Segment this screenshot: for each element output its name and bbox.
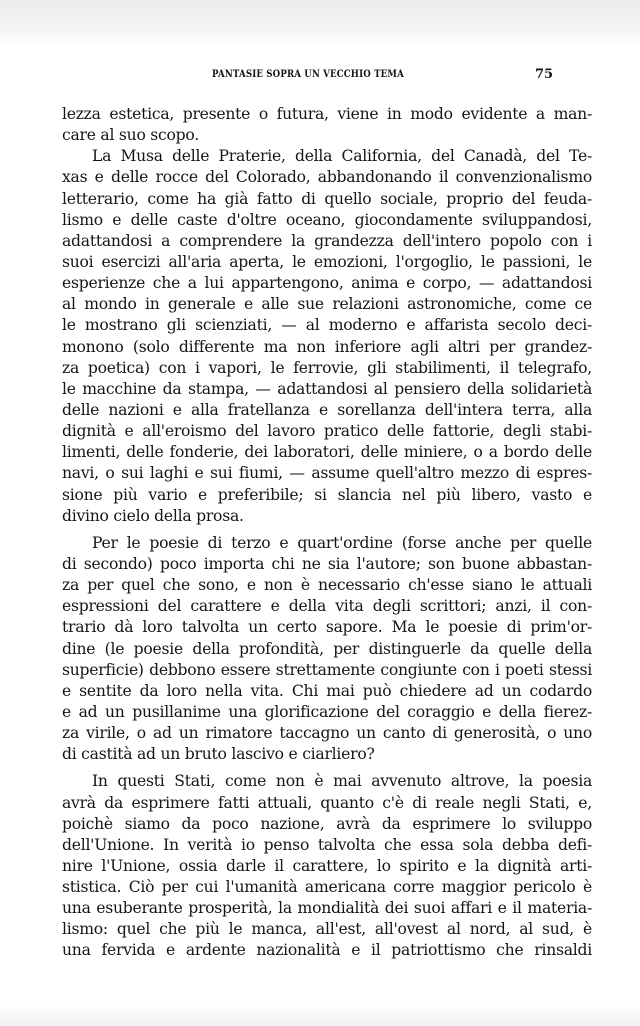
text-line: una fervida e ardente nazionalità e il patriottismo che rinsaldi <box>62 941 592 960</box>
text-line: divino cielo della prosa. <box>62 506 244 525</box>
text-line: xas e delle rocce del Colorado, abbandonando il convenzionalismo <box>62 168 592 187</box>
text-line: lismo e delle caste d'oltre oceano, giocondamente sviluppandosi, <box>62 210 592 229</box>
text-line: poichè siamo da poco nazione, avrà da esprimere lo sviluppo <box>62 814 592 833</box>
paragraph-2 <box>62 146 592 527</box>
scan-margin-top <box>0 0 640 48</box>
paragraph-3 <box>62 533 592 766</box>
running-header <box>0 68 640 86</box>
text-line: le macchine da stampa, — adattandosi al pensiero della solidarietà <box>62 379 592 398</box>
text-line: e sentite da loro nella vita. Chi mai può chiedere ad un codardo <box>62 681 592 700</box>
paragraph-4 <box>62 771 592 961</box>
text-line: le mostrano gli scienziati, — al moderno e affarista secolo deci- <box>62 316 592 335</box>
text-line: za virile, o ad un rimatore taccagno un canto di generosità, o uno <box>62 724 592 743</box>
page-number: 75 <box>535 67 554 82</box>
text-line: esperienze che a lui appartengono, anima e corpo, — adattandosi <box>62 274 592 293</box>
text-line: adattandosi a comprendere la grandezza dell'intero popolo con i <box>62 231 592 250</box>
text-line: nire l'Unione, ossia darle il carattere, lo spirito e la dignità arti- <box>62 856 592 875</box>
text-line: Per le poesie di terzo e quart'ordine (forse anche per quelle <box>92 533 592 552</box>
body-text <box>62 104 592 962</box>
text-line: suoi esercizi all'aria aperta, le emozioni, l'orgoglio, le passioni, le <box>62 252 592 271</box>
text-line: za poetica) con i vapori, le ferrovie, gli stabilimenti, il telegrafo, <box>62 358 592 377</box>
text-line: letterario, come ha già fatto di quello sociale, proprio del feuda- <box>62 189 592 208</box>
text-line: di castità ad un bruto lascivo e ciarliero? <box>62 745 375 764</box>
text-line: In questi Stati, come non è mai avvenuto altrove, la poesia <box>92 772 592 791</box>
paragraph-1 <box>62 104 592 146</box>
text-line: una esuberante prosperità, la mondialità dei suoi affari e il materia- <box>62 899 592 918</box>
text-line: La Musa delle Praterie, della California, del Canadà, del Te- <box>92 147 592 166</box>
text-line: al mondo in generale e alle sue relazioni astronomiche, come ce <box>62 295 592 314</box>
text-line: stistica. Ciò per cui l'umanità americana corre maggior pericolo è <box>62 878 592 897</box>
text-line: superficie) debbono essere strettamente congiunte con i poeti stessi <box>62 660 592 679</box>
running-title: PANTASIE SOPRA UN VECCHIO TEMA <box>212 68 404 80</box>
text-line: dell'Unione. In verità io penso talvolta che essa sola debba defi- <box>62 835 592 854</box>
text-line: sione più vario e preferibile; si slancia nel più libero, vasto e <box>62 485 592 504</box>
text-line: dine (le poesie della profondità, per distinguerle da quelle della <box>62 639 592 658</box>
text-line: avrà da esprimere fatti attuali, quanto c'è di reale negli Stati, e, <box>62 793 592 812</box>
text-line: navi, o sui laghi e sui fiumi, — assume quell'altro mezzo di espres- <box>62 464 592 483</box>
text-line: care al suo scopo. <box>62 126 199 145</box>
text-line: delle nazioni e alla fratellanza e sorellanza dell'intera terra, alla <box>62 400 592 419</box>
text-line: za per quel che sono, e non è necessario ch'esse siano le attuali <box>62 576 592 595</box>
text-line: limenti, delle fonderie, dei laboratori, delle miniere, o a bordo delle <box>62 443 592 462</box>
text-line: monono (solo differente ma non inferiore agli altri per grandez- <box>62 337 592 356</box>
scan-margin-bottom <box>0 1004 640 1026</box>
text-line: e ad un pusillanime una glorificazione del coraggio e della fierez- <box>62 702 592 721</box>
text-line: lismo: quel che più le manca, all'est, all'ovest al nord, al sud, è <box>62 920 592 939</box>
text-line: trario dà loro talvolta un certo sapore. Ma le poesie di prim'or- <box>62 618 592 637</box>
text-line: lezza estetica, presente o futura, viene in modo evidente a man- <box>62 105 592 123</box>
text-line: espressioni del carattere e della vita degli scrittori; anzi, il con- <box>62 597 592 616</box>
text-line: di secondo) poco importa chi ne sia l'autore; son buone abbastan- <box>62 554 592 573</box>
text-line: dignità e all'eroismo del lavoro pratico delle fattorie, degli stabi- <box>62 422 592 441</box>
